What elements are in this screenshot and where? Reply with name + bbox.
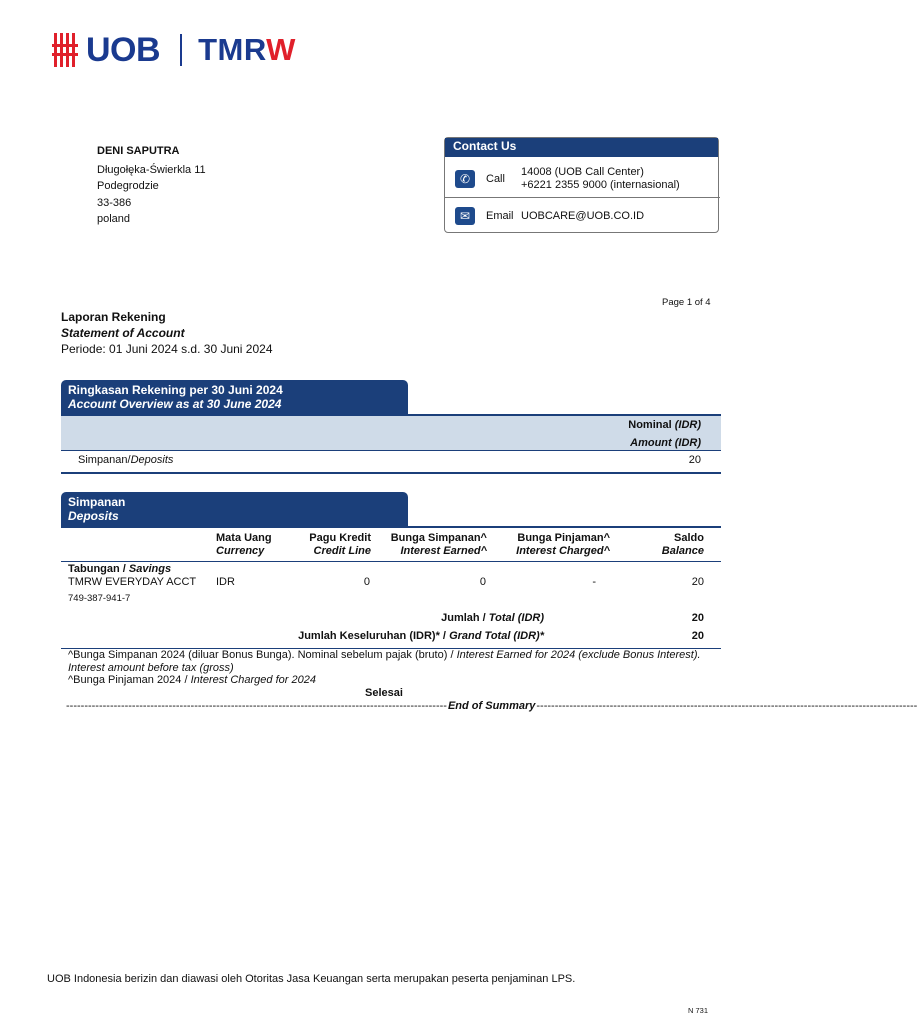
dash-rule-right: -------------------------------------------------------------------------------------------------------- <box>536 700 917 712</box>
logo-uob-text: UOB <box>86 30 161 69</box>
col-currency: Mata Uang Currency <box>216 532 272 557</box>
interest-notes <box>68 649 718 687</box>
note-interest-earned: ^Bunga Simpanan 2024 (diluar Bonus Bunga). Nominal sebelum pajak (bruto) / Interest Earned for 2024 (exclude Bonus Interest). Interest amount before tax (gross) <box>68 649 701 674</box>
overview-col-amount: Amount (IDR) <box>630 437 701 449</box>
end-of-summary-label: End of Summary <box>447 700 536 712</box>
account-number: 749-387-941-7 <box>68 593 131 604</box>
call-label: Call <box>486 173 505 185</box>
total-label: Jumlah / Total (IDR) <box>441 612 544 624</box>
overview-row-value: 20 <box>688 454 701 466</box>
col-interest-charged: Bunga Pinjaman^ Interest Charged^ <box>516 532 610 557</box>
overview-row-label: Simpanan/Deposits <box>78 454 174 466</box>
overview-bottom-line <box>61 472 721 474</box>
contact-title: Contact Us <box>445 138 718 157</box>
grand-total-label: Jumlah Keseluruhan (IDR)* / Grand Total (IDR)* <box>298 630 544 642</box>
email-label: Email <box>486 210 514 222</box>
deposits-header-divider <box>61 561 721 562</box>
account-name: TMRW EVERYDAY ACCT <box>68 576 197 588</box>
uob-tmrw-logo <box>52 30 296 70</box>
statement-title-en: Statement of Account <box>61 326 185 340</box>
logo-tmrw-text: TMRW <box>198 32 296 67</box>
note-interest-charged: ^Bunga Pinjaman 2024 / Interest Charged for 2024 <box>68 674 316 686</box>
statement-title-block <box>61 309 273 357</box>
email-value[interactable]: UOBCARE@UOB.CO.ID <box>521 209 645 222</box>
overview-col-nominal: Nominal (IDR) <box>628 419 701 431</box>
logo-separator <box>180 34 182 66</box>
overview-section-header: Ringkasan Rekening per 30 Juni 2024 Account Overview as at 30 June 2024 <box>61 380 408 415</box>
recipient-address <box>97 143 206 228</box>
account-credit-line: 0 <box>363 576 370 588</box>
contact-call-row <box>445 163 720 195</box>
statement-period: Periode: 01 Juni 2024 s.d. 30 Juni 2024 <box>61 342 273 356</box>
address-line: 33-386 <box>97 196 132 209</box>
address-line: poland <box>97 213 131 225</box>
col-interest-earned: Bunga Simpanan^ Interest Earned^ <box>390 532 487 557</box>
col-credit-line: Pagu Kredit Credit Line <box>309 532 371 557</box>
statement-title-id: Laporan Rekening <box>61 310 166 324</box>
deposits-section-header: Simpanan Deposits <box>61 492 408 527</box>
contact-email-row <box>445 204 720 228</box>
total-value: 20 <box>691 612 704 624</box>
recipient-name: DENI SAPUTRA <box>97 145 180 157</box>
address-line: Długołęka-Świerkla 11 <box>97 163 206 176</box>
overview-divider <box>61 450 721 451</box>
uob-logo-icon <box>52 33 78 67</box>
dash-rule-left: -------------------------------------------------------------------------------------------------------- <box>66 700 447 712</box>
account-balance: 20 <box>691 576 704 588</box>
form-code: N 731 <box>688 1006 709 1015</box>
account-interest-earned: 0 <box>479 576 486 588</box>
end-of-summary-rule <box>66 700 917 712</box>
regulatory-footer: UOB Indonesia berizin dan diawasi oleh Otoritas Jasa Keuangan serta merupakan peserta penjaminan LPS. <box>47 973 576 985</box>
deposits-top-line <box>61 526 721 528</box>
address-line: Podegrodzie <box>97 180 159 192</box>
selesai-label: Selesai <box>365 687 403 699</box>
phone-icon: ✆ <box>455 170 475 188</box>
overview-header-band <box>61 416 721 450</box>
account-interest-charged: - <box>592 576 596 588</box>
page-number: Page 1 of 4 <box>662 297 711 308</box>
call-numbers: 14008 (UOB Call Center) +6221 2355 9000 (internasional) <box>521 166 680 191</box>
account-currency: IDR <box>216 576 235 588</box>
col-balance: Saldo Balance <box>661 532 704 557</box>
contact-box <box>444 137 719 233</box>
email-icon: ✉ <box>455 207 475 225</box>
contact-divider <box>445 197 720 198</box>
grand-total-value: 20 <box>691 630 704 642</box>
savings-group-label: Tabungan / Savings <box>68 563 172 575</box>
